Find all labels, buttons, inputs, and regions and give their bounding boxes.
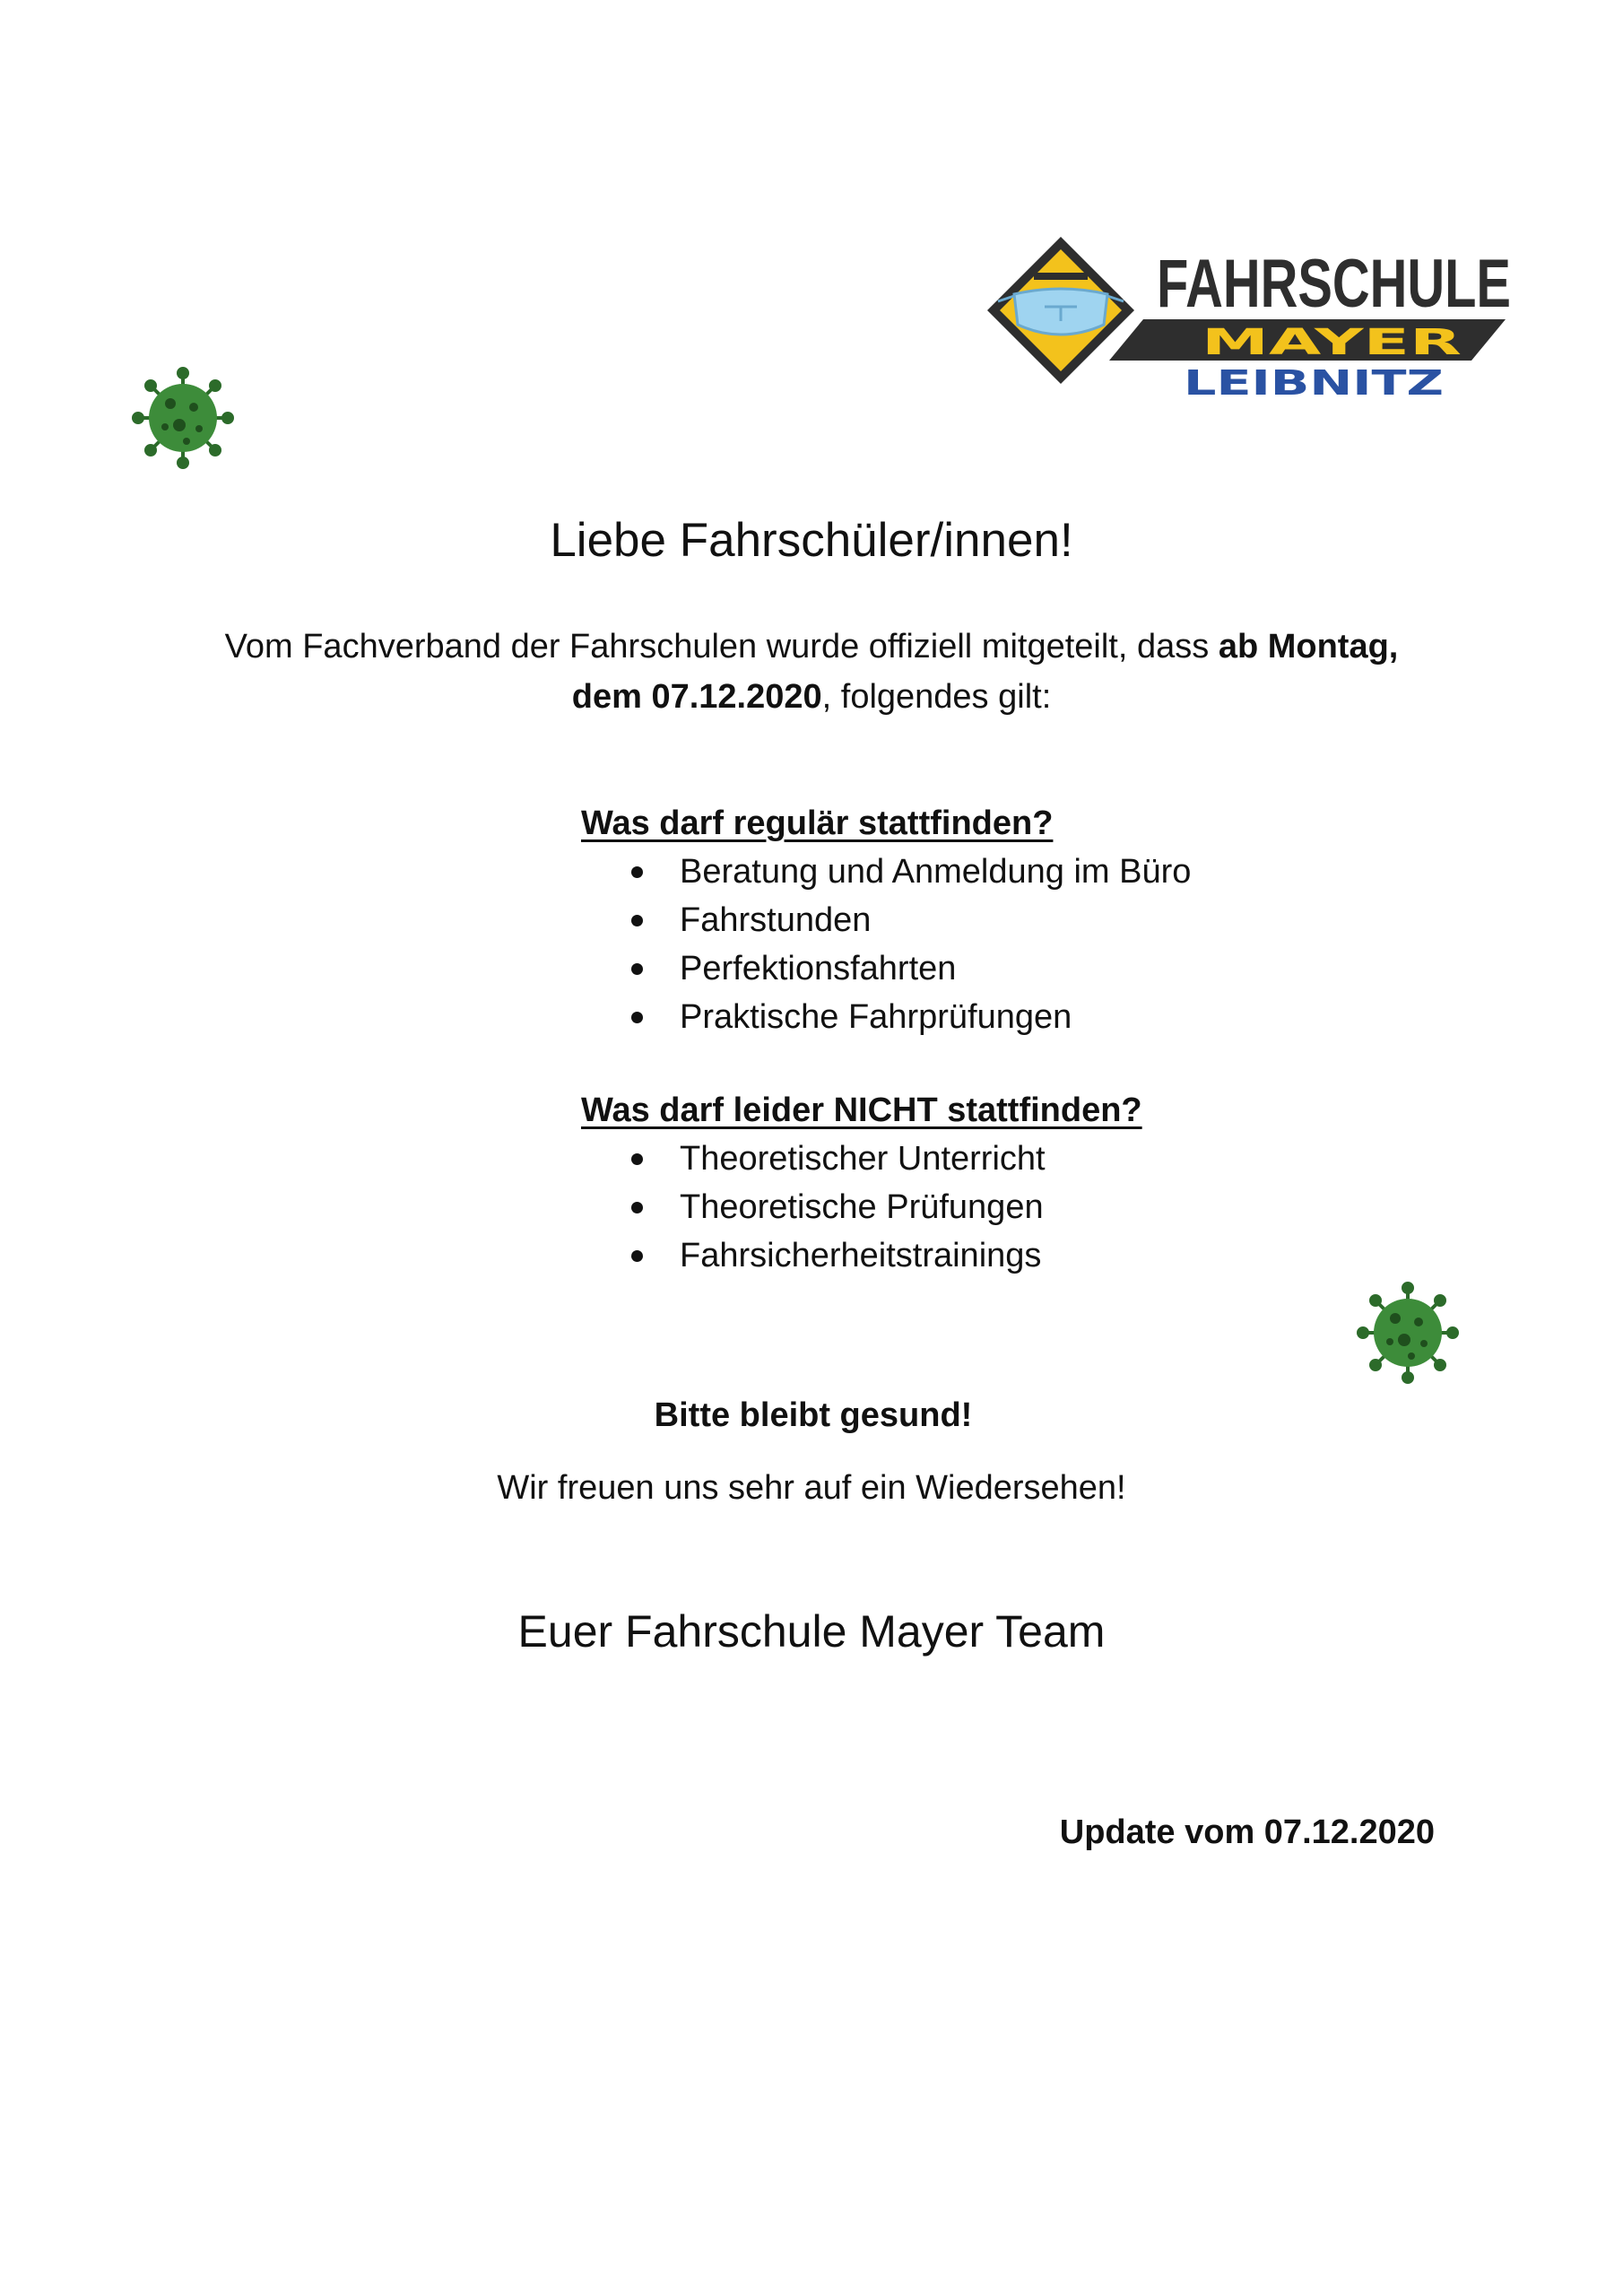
bullet-icon: [631, 1153, 643, 1165]
list-item: [581, 848, 1388, 896]
allowed-list: [581, 848, 1388, 1041]
intro-bold-date: dem 07.12.2020: [571, 678, 822, 716]
forbidden-list: [581, 1135, 1388, 1280]
intro-paragraph: [0, 622, 1623, 722]
forbidden-title: Was darf leider NICHT stattfinden?: [581, 1091, 1142, 1129]
list-item-text: Fahrstunden: [680, 901, 872, 939]
allowed-section: [581, 799, 1388, 1041]
warning-sign-icon: [987, 237, 1134, 384]
list-item-text: Beratung und Anmeldung im Büro: [680, 853, 1192, 891]
list-item-text: Theoretischer Unterricht: [680, 1140, 1046, 1178]
greeting-heading: Liebe Fahrschüler/innen!: [550, 514, 1073, 567]
logo-location: LEIBNITZ: [1184, 363, 1444, 403]
intro-bold-date-start: ab Montag,: [1218, 628, 1399, 665]
bullet-icon: [631, 1202, 643, 1213]
virus-icon: [1358, 1283, 1458, 1387]
intro-text: Vom Fachverband der Fahrschulen wurde offiziell mitgeteilt, dass: [224, 628, 1219, 665]
list-item-text: Fahrsicherheitstrainings: [680, 1237, 1042, 1274]
stay-healthy-text: [0, 1396, 1623, 1435]
allowed-title: Was darf regulär stattfinden?: [581, 804, 1054, 842]
virus-icon: [133, 368, 233, 473]
list-item-text: Perfektionsfahrten: [680, 950, 957, 987]
bullet-icon: [631, 963, 643, 975]
logo-name: MAYER: [1202, 322, 1462, 363]
bullet-icon: [631, 915, 643, 926]
bullet-icon: [631, 1250, 643, 1262]
bullet-icon: [631, 866, 643, 878]
forbidden-section: [581, 1086, 1388, 1280]
intro-text-end: , folgendes gilt:: [821, 678, 1052, 716]
see-you-text: Wir freuen uns sehr auf ein Wiedersehen!: [497, 1469, 1126, 1507]
bullet-icon: [631, 1012, 643, 1023]
list-item: [581, 993, 1388, 1041]
list-item-text: Theoretische Prüfungen: [680, 1188, 1044, 1226]
logo-brand: FAHRSCHULE: [1157, 246, 1511, 322]
list-item: [581, 1183, 1388, 1231]
fahrschule-logo: [982, 231, 1520, 402]
list-item: [581, 1135, 1388, 1183]
signature: Euer Fahrschule Mayer Team: [517, 1606, 1106, 1657]
list-item-text: Praktische Fahrprüfungen: [680, 998, 1072, 1036]
update-date: Update vom 07.12.2020: [1059, 1813, 1435, 1851]
stay-healthy-label: Bitte bleibt gesund!: [654, 1396, 973, 1434]
list-item: [581, 1231, 1388, 1280]
list-item: [581, 944, 1388, 993]
list-item: [581, 896, 1388, 944]
